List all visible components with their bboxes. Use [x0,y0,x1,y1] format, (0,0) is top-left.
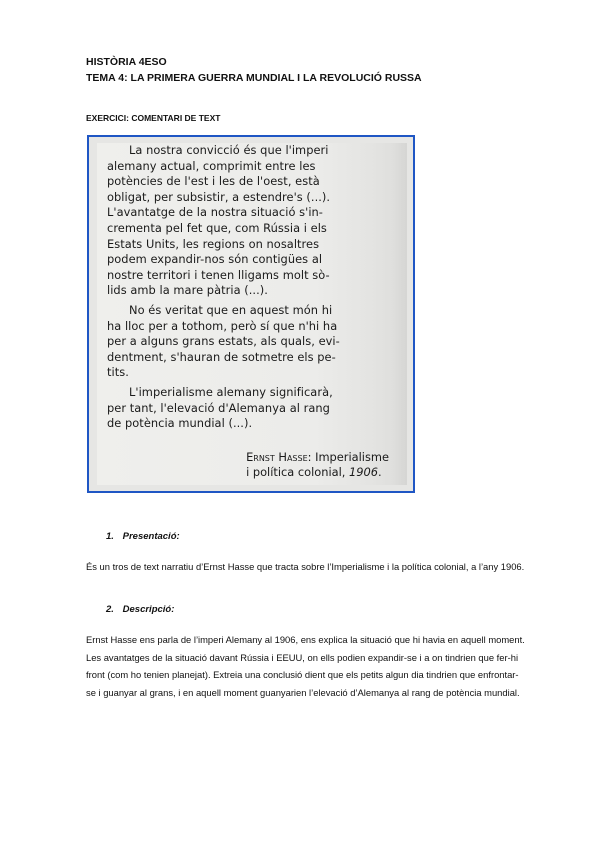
citation-end: . [378,465,382,480]
section-heading [86,530,526,544]
excerpt-citation [246,450,389,481]
excerpt-paragraph-3: L'imperialisme alemany significarà, per tant, l'elevació d'Alemanya al rang de potència mundial (...). [107,384,333,431]
section-descripcio [86,603,526,617]
document-header [86,54,546,86]
exercise-label: EXERCICI: COMENTARI DE TEXT [86,113,221,123]
citation-title-line2: i política colonial, [246,465,350,480]
section-presentacio [86,530,526,544]
section-title: Presentació: [122,531,180,542]
excerpt-paragraph-1: La nostra convicció és que l'imperi alemany actual, comprimit entre les potències de l'est i les de l'oest, està obligat, per subsistir, a estendre's (...). L'avantatge de la nostra situació s'in- crementa pel fet que, com Rússia i els Estats Units, les regions on nosaltres podem expandir-nos són contigües al nostre territori i tenen lligams molt sò- lids amb la mare pàtria (...). [107,143,331,298]
section-title: Descripció: [122,604,175,615]
section-descripcio-body [86,631,526,701]
section-text: Ernst Hasse ens parla de l’imperi Alemany al 1906, ens explica la situació que hi havia en aquell moment. Les avantatges de la situació davant Rússia i EEUU, on ells podien expandir-se i a on tindrien que fer-hi front (com ho tenien planejat). Extreia una conclusió dient que els petits algun dia tindrien que enfrontar-se i guanyar al grans, i en aquell moment guanyarien l’elevació d’Alemanya al rang de potència mundial. [86,634,525,698]
course-title: HISTÒRIA 4ESO [86,56,167,68]
excerpt-paragraph-2: No és veritat que en aquest món hi ha lloc per a tothom, però sí que n'hi ha per a alguns grans estats, als quals, evi- dentment, s'hauran de sotmetre els pe- tits. [107,302,340,380]
citation-year: 1906 [349,465,379,480]
section-text: És un tros de text narratiu d’Ernst Hasse que tracta sobre l’Imperialisme i la política colonial, a l’any 1906. [86,561,525,572]
citation-title-line1: : Imperialisme [307,449,389,464]
scan-edge-shadow [393,143,407,485]
section-presentacio-body [86,558,526,576]
section-number: 1. [106,531,114,542]
excerpt-text [107,143,407,436]
section-number: 2. [106,604,114,615]
citation-author: Ernst Hasse [246,449,308,464]
unit-title: TEMA 4: LA PRIMERA GUERRA MUNDIAL I LA REVOLUCIÓ RUSSA [86,72,422,84]
section-heading [86,603,526,617]
scanned-excerpt-image [87,135,415,493]
scan-paper [97,143,407,485]
